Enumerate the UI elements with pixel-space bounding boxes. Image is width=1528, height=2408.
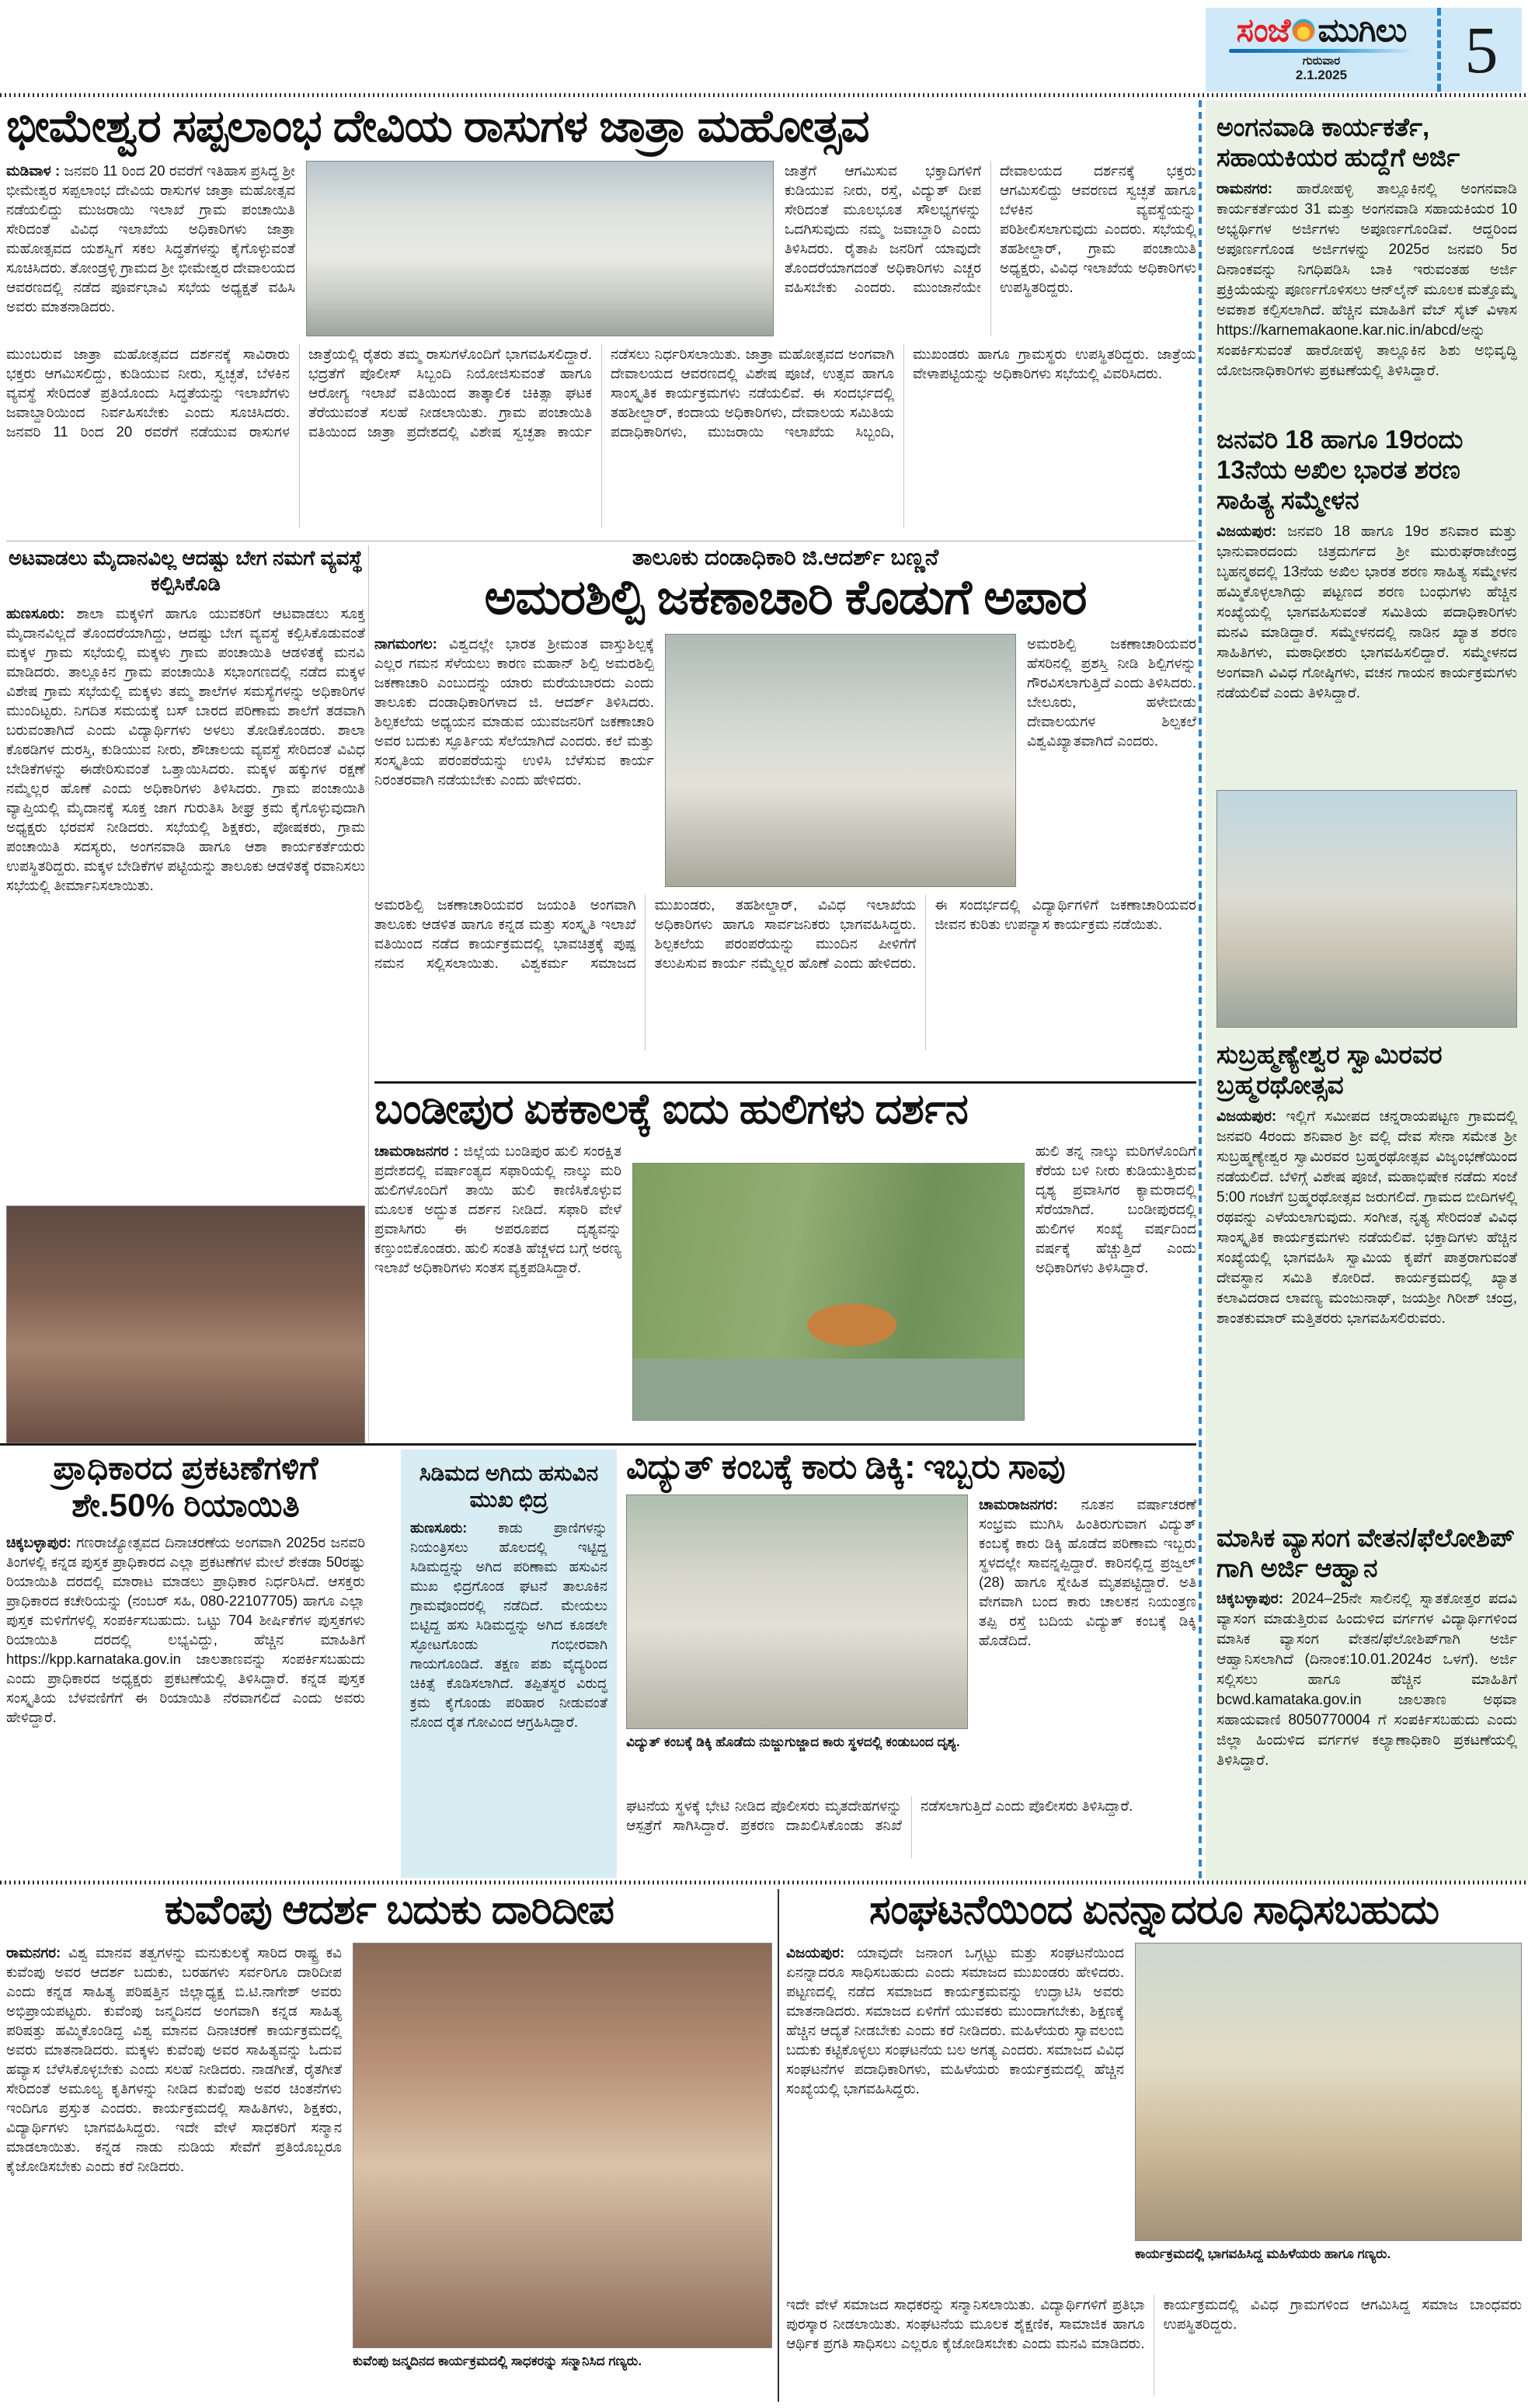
sidebar [1206, 100, 1528, 1881]
article-bandipura-lead: ಜಿಲ್ಲೆಯ ಬಂಡಿಪುರ ಹುಲಿ ಸಂರಕ್ಷಿತ ಪ್ರದೇಶದಲ್ಲಿ ವರ್ಷಾಂತ್ಯದ ಸಫಾರಿಯಲ್ಲಿ ನಾಲ್ಕು ಮರಿ ಹುಲಿಗಳೊಂದಿಗೆ ತಾಯಿ ಹುಲಿ ಕಾಣಿಸಿಕೊಳ್ಳುವ ಮೂಲಕ ಅದ್ಭುತ ದರ್ಶನ ನೀಡಿದೆ. ಸಫಾರಿ ವೇಳೆ ಪ್ರವಾಸಿಗರು ಈ ಅಪರೂಪದ ದೃಶ್ಯವನ್ನು ಕಣ್ತುಂಬಿಕೊಂಡರು. ಹುಲಿ ಸಂತತಿ ಹೆಚ್ಚಳದ ಬಗ್ಗೆ ಅರಣ್ಯ ಇಲಾಖೆ ಅಧಿಕಾರಿಗಳು ಸಂತಸ ವ್ಯಕ್ತಪಡಿಸಿದ್ದಾರೆ. [374, 1142, 621, 1275]
article-jakanachari-col2-text: ಅಮರಶಿಲ್ಪಿ ಜಕಣಾಚಾರಿಯವರ ಹೆಸರಿನಲ್ಲಿ ಪ್ರಶಸ್ತಿ ನೀಡಿ ಶಿಲ್ಪಿಗಳನ್ನು ಗೌರವಿಸಲಾಗುತ್ತಿದೆ ಎಂದು ತಿಳಿಸಿದರು. ಬೇಲೂರು, ಹಳೇಬೀಡು ದೇವಾಲಯಗಳ ಶಿಲ್ಪಕಲೆ ವಿಶ್ವವಿಖ್ಯಾತವಾಗಿದೆ ಎಂದರು. [1027, 635, 1196, 750]
article-pradhikara-text: ಗಣರಾಜ್ಯೋತ್ಸವದ ದಿನಾಚರಣೆಯ ಅಂಗವಾಗಿ 2025ರ ಜನವರಿ ತಿಂಗಳಲ್ಲಿ ಕನ್ನಡ ಪುಸ್ತಕ ಪ್ರಾಧಿಕಾರದ ಎಲ್ಲಾ ಪ್ರಕಟಣೆಗಳ ಮೇಲೆ ಶೇಕಡಾ 50ರಷ್ಟು ರಿಯಾಯಿತಿ ದರದಲ್ಲಿ ಮಾರಾಟ ಮಾಡಲು ಪ್ರಾಧಿಕಾರ ನಿರ್ಧರಿಸಿದೆ. ಆಸಕ್ತರು ಪ್ರಾಧಿಕಾರದ ಕಚೇರಿಯನ್ನು (ನಂಬರ್ ಸಹಿ, 080-22107705) ಹಾಗೂ ಎಲ್ಲಾ ಪುಸ್ತಕ ಮಳಿಗೆಗಳಲ್ಲಿ ಸಂಪರ್ಕಿಸಬಹುದು. ಒಟ್ಟು 704 ಶೀರ್ಷಿಕೆಗಳ ಪುಸ್ತಕಗಳು ರಿಯಾಯಿತಿ ದರದಲ್ಲಿ ಲಭ್ಯವಿದ್ದು, ಹೆಚ್ಚಿನ ಮಾಹಿತಿಗೆ https://kpp.karnataka.gov.in ಜಾಲತಾಣವನ್ನು ಸಂಪರ್ಕಿಸಬಹುದು ಎಂದು ಪ್ರಾಧಿಕಾರದ ಅಧ್ಯಕ್ಷರು ಪ್ರಕಟಣೆಯಲ್ಲಿ ತಿಳಿಸಿದ್ದಾರೆ. ಕನ್ನಡ ಪುಸ್ತಕ ಸಂಸ್ಕೃತಿಯ ಬೆಳವಣಿಗೆಗೆ ಈ ರಿಯಾಯಿತಿ ನೆರವಾಗಲಿದೆ ಎಂದು ಅವರು ಹೇಳಿದ್ದಾರೆ. [6, 1533, 365, 1725]
divider-bottom-band-top [0, 1443, 1196, 1446]
article-jatra-lead-column [6, 161, 295, 336]
article-pradhikara-body [6, 1533, 365, 1859]
article-vidyut [626, 1449, 1196, 1878]
photo-office-group [6, 1206, 365, 1443]
column-rule-left [368, 545, 369, 1442]
sidebar-sharana-dateline: ವಿಜಯಪುರ: [1216, 523, 1277, 540]
sidebar-divider [1199, 100, 1202, 1881]
article-jatra-lead: ಜನವರಿ 11 ರಿಂದ 20 ರವರೆಗೆ ಇತಿಹಾಸ ಪ್ರಸಿದ್ಧ ಶ್ರೀ ಭೀಮೇಶ್ವರ ಸಪ್ಪಲಾಂಭ ದೇವಿಯ ರಾಸುಗಳ ಜಾತ್ರಾ ಮಹೋತ್ಸವ ನಡೆಯಲಿದ್ದು ಮುಜರಾಯಿ ಇಲಾಖೆ ಗ್ರಾಮ ಪಂಚಾಯಿತಿ ಸೇರಿದಂತೆ ವಿವಿಧ ಇಲಾಖೆಯ ಅಧಿಕಾರಿಗಳು ಜಾತ್ರಾ ಮಹೋತ್ಸವದ ಯಶಸ್ವಿಗೆ ಸಕಲ ಸಿದ್ಧತೆಗಳನ್ನು ಕೈಗೊಳ್ಳುವಂತೆ ಸೂಚಿಸಿದರು. ತೋಂಡ್ರಳ್ಳಿ ಗ್ರಾಮದ ಶ್ರೀ ಭೀಮೇಶ್ವರ ದೇವಾಲಯದ ಆವರಣದಲ್ಲಿ ನಡೆದ ಪೂರ್ವಭಾವಿ ಸಭೆಯ ಅಧ್ಯಕ್ಷತೆ ವಹಿಸಿ ಅವರು ಮಾತನಾಡಿದರು. [6, 162, 295, 315]
masthead-title [1237, 14, 1407, 47]
article-sidimada-headline: ಸಿಡಿಮದ ಅಗಿದು ಹಸುವಿನ ಮುಖ ಛಿದ್ರ [419, 1461, 599, 1512]
masthead-title-block [1206, 8, 1437, 92]
article-kuvempu-lead-column [6, 1943, 342, 2405]
article-jakanachari-row [374, 634, 1196, 887]
article-jakanachari-bottom-columns [374, 895, 1196, 1050]
article-sidimada-dateline: ಹುಣಸೂರು: [410, 1520, 468, 1536]
weekday-label: ಗುರುವಾರ [1302, 54, 1341, 68]
article-pradhikara-headline: ಪ್ರಾಧಿಕಾರದ ಪ್ರಕಟಣೆಗಳಿಗೆ ಶೇ.50% ರಿಯಾಯಿತಿ [53, 1449, 318, 1524]
article-vidyut-bottom-text: ಘಟನೆಯ ಸ್ಥಳಕ್ಕೆ ಭೇಟಿ ನೀಡಿದ ಪೊಲೀಸರು ಮೃತದೇಹಗಳನ್ನು ಆಸ್ಪತ್ರೆಗೆ ಸಾಗಿಸಿದ್ದಾರೆ. ಪ್ರಕರಣ ದಾಖಲಿಸಿಕೊಂಡು ತನಿಖೆ ನಡೆಸಲಾಗುತ್ತಿದೆ ಎಂದು ಪೊಲೀಸರು ತಿಳಿಸಿದ್ದಾರೆ. [626, 1797, 1133, 1834]
article-sanghatane-row [786, 1943, 1522, 2288]
article-jatra-dateline: ಮಡಿವಾಳ : [6, 162, 61, 179]
article-jakanachari-lead-column [374, 634, 654, 887]
sidebar-fellowship-dateline: ಚಿಕ್ಕಬಳ್ಳಾಪುರ: [1216, 1591, 1284, 1608]
photo-tiger-safari [632, 1163, 1025, 1421]
article-jakanachari-headline: ಅಮರಶಿಲ್ಪಿ ಜಕಣಾಚಾರಿ ಕೊಡುಗೆ ಅಪಾರ [484, 571, 1087, 625]
article-pradhikara-dateline: ಚಿಕ್ಕಬಳ್ಳಾಪುರ: [6, 1533, 71, 1550]
article-kuvempu-lead: ವಿಶ್ವ ಮಾನವ ತತ್ವಗಳನ್ನು ಮನುಕುಲಕ್ಕೆ ಸಾರಿದ ರಾಷ್ಟ್ರ ಕವಿ ಕುವೆಂಪು ಅವರ ಆದರ್ಶ ಬದುಕು, ಬರಹಗಳು ಸರ್ವರಿಗೂ ದಾರಿದೀಪ ಎಂದು ಕನ್ನಡ ಸಾಹಿತ್ಯ ಪರಿಷತ್ತಿನ ಜಿಲ್ಲಾಧ್ಯಕ್ಷ ಬಿ.ಟಿ.ನಾಗೇಶ್ ಅವರು ಅಭಿಪ್ರಾಯಪಟ್ಟರು. ಕುವೆಂಪು ಜನ್ಮದಿನದ ಅಂಗವಾಗಿ ಕನ್ನಡ ಸಾಹಿತ್ಯ ಪರಿಷತ್ತು ಹಮ್ಮಿಕೊಂಡಿದ್ದ ವಿಶ್ವ ಮಾನವ ದಿನಾಚರಣೆ ಕಾರ್ಯಕ್ರಮದಲ್ಲಿ ಅವರು ಮಾತನಾಡಿದರು. ಮಕ್ಕಳು ಕುವೆಂಪು ಅವರ ಸಾಹಿತ್ಯವನ್ನು ಓದುವ ಹವ್ಯಾಸ ಬೆಳೆಸಿಕೊಳ್ಳಬೇಕು ಎಂದು ಸಲಹೆ ನೀಡಿದರು. ನಾಡಗೀತೆ, ರೈತಗೀತೆ ಸೇರಿದಂತೆ ಅಮೂಲ್ಯ ಕೃತಿಗಳನ್ನು ನೀಡಿದ ಕುವೆಂಪು ಅವರ ಚಿಂತನೆಗಳು ಇಂದಿಗೂ ಪ್ರಸ್ತುತ ಎಂದರು. ಕಾರ್ಯಕ್ರಮದಲ್ಲಿ ಸಾಹಿತಿಗಳು, ಶಿಕ್ಷಕರು, ವಿದ್ಯಾರ್ಥಿಗಳು ಭಾಗವಹಿಸಿದ್ದರು. ಇದೇ ವೇಳೆ ಸಾಧಕರಿಗೆ ಸನ್ಮಾನ ಮಾಡಲಾಯಿತು. ಕನ್ನಡ ನಾಡು ನುಡಿಯ ಸೇವೆಗೆ ಪ್ರತಿಯೊಬ್ಬರೂ ಕೈಜೋಡಿಸಬೇಕು ಎಂದು ಕರೆ ನೀಡಿದರು. [6, 1943, 342, 2174]
article-pradhikara [6, 1449, 365, 1878]
article-sanghatane [786, 1889, 1522, 2405]
article-sanghatane-lead: ಯಾವುದೇ ಜನಾಂಗ ಒಗ್ಗಟ್ಟು ಮತ್ತು ಸಂಘಟನೆಯಿಂದ ಏನನ್ನಾದರೂ ಸಾಧಿಸಬಹುದು ಎಂದು ಸಮಾಜದ ಮುಖಂಡರು ಹೇಳಿದರು. ಪಟ್ಟಣದಲ್ಲಿ ನಡೆದ ಸಮಾಜದ ಕಾರ್ಯಕ್ರಮವನ್ನು ಉದ್ಘಾಟಿಸಿ ಅವರು ಮಾತನಾಡಿದರು. ಸಮಾಜದ ಏಳಿಗೆಗೆ ಯುವಕರು ಮುಂದಾಗಬೇಕು, ಶಿಕ್ಷಣಕ್ಕೆ ಹೆಚ್ಚಿನ ಆದ್ಯತೆ ನೀಡಬೇಕು ಎಂದು ಕರೆ ನೀಡಿದರು. ಮಹಿಳೆಯರು ಸ್ವಾವಲಂಬಿ ಬದುಕು ಕಟ್ಟಿಕೊಳ್ಳಲು ಸಂಘಟನೆಯ ಬಲ ಅಗತ್ಯ ಎಂದರು. ಸಮಾಜದ ವಿವಿಧ ಸಂಘಟನೆಗಳ ಪದಾಧಿಕಾರಿಗಳು, ಮಹಿಳೆಯರು ಕಾರ್ಯಕ್ರಮದಲ್ಲಿ ಹೆಚ್ಚಿನ ಸಂಖ್ಯೆಯಲ್ಲಿ ಭಾಗವಹಿಸಿದ್ದರು. [786, 1943, 1124, 2097]
article-jakanachari-bottom-text: ಅಮರಶಿಲ್ಪಿ ಜಕಣಾಚಾರಿಯವರ ಜಯಂತಿ ಅಂಗವಾಗಿ ತಾಲೂಕು ಆಡಳಿತ ಹಾಗೂ ಕನ್ನಡ ಮತ್ತು ಸಂಸ್ಕೃತಿ ಇಲಾಖೆ ವತಿಯಿಂದ ನಡೆದ ಕಾರ್ಯಕ್ರಮದಲ್ಲಿ ಭಾವಚಿತ್ರಕ್ಕೆ ಪುಷ್ಪ ನಮನ ಸಲ್ಲಿಸಲಾಯಿತು. ವಿಶ್ವಕರ್ಮ ಸಮಾಜದ ಮುಖಂಡರು, ತಹಶೀಲ್ದಾರ್, ವಿವಿಧ ಇಲಾಖೆಯ ಅಧಿಕಾರಿಗಳು ಹಾಗೂ ಸಾರ್ವಜನಿಕರು ಭಾಗವಹಿಸಿದ್ದರು. ಶಿಲ್ಪಕಲೆಯ ಪರಂಪರೆಯನ್ನು ಮುಂದಿನ ಪೀಳಿಗೆಗೆ ತಲುಪಿಸುವ ಕಾರ್ಯ ನಮ್ಮೆಲ್ಲರ ಹೊಣೆ ಎಂದು ಹೇಳಿದರು. ಈ ಸಂದರ್ಭದಲ್ಲಿ ವಿದ್ಯಾರ್ಥಿಗಳಿಗೆ ಜಕಣಾಚಾರಿಯವರ ಜೀವನ ಕುರಿತು ಉಪನ್ಯಾಸ ಕಾರ್ಯಕ್ರಮ ನಡೆಯಿತು. [374, 896, 1196, 972]
article-jakanachari-dateline: ನಾಗಮಂಗಲ: [374, 635, 437, 652]
masthead-word-sanje: ಸಂಜೆ [1236, 12, 1290, 48]
sidebar-anganwadi-dateline: ರಾಮನಗರ: [1216, 180, 1273, 197]
article-vidyut-dateline: ಚಾಮರಾಜನಗರ: [979, 1496, 1058, 1513]
sidebar-subrahmanya-dateline: ವಿಜಯಪುರ: [1216, 1108, 1277, 1125]
article-sanghatane-bottom-text: ಇದೇ ವೇಳೆ ಸಮಾಜದ ಸಾಧಕರನ್ನು ಸನ್ಮಾನಿಸಲಾಯಿತು. ವಿದ್ಯಾರ್ಥಿಗಳಿಗೆ ಪ್ರತಿಭಾ ಪುರಸ್ಕಾರ ನೀಡಲಾಯಿತು. ಸಂಘಟನೆಯ ಮೂಲಕ ಶೈಕ್ಷಣಿಕ, ಸಾಮಾಜಿಕ ಹಾಗೂ ಆರ್ಥಿಕ ಪ್ರಗತಿ ಸಾಧಿಸಲು ಎಲ್ಲರೂ ಕೈಜೋಡಿಸಬೇಕು ಎಂದು ಮನವಿ ಮಾಡಿದರು. ಕಾರ್ಯಕ್ರಮದಲ್ಲಿ ವಿವಿಧ ಗ್ರಾಮಗಳಿಂದ ಆಗಮಿಸಿದ್ದ ಸಮಾಜ ಬಾಂಧವರು ಉಪಸ್ಥಿತರಿದ್ದರು. [786, 2295, 1522, 2351]
masthead-underline [1229, 49, 1414, 53]
article-sidimada [401, 1449, 617, 1878]
masthead [1206, 8, 1522, 92]
bottom-column-divider [778, 1889, 779, 2402]
article-vidyut-lead-column [979, 1495, 1196, 1790]
article-bandipura-figure [632, 1141, 1025, 1432]
article-bandipura-col2-text: ಹುಲಿ ತನ್ನ ನಾಲ್ಕು ಮರಿಗಳೊಂದಿಗೆ ಕೆರೆಯ ಬಳಿ ನೀರು ಕುಡಿಯುತ್ತಿರುವ ದೃಶ್ಯ ಪ್ರವಾಸಿಗರ ಕ್ಯಾಮರಾದಲ್ಲಿ ಸೆರೆಯಾಗಿದೆ. ಬಂಡೀಪುರದಲ್ಲಿ ಹುಲಿಗಳ ಸಂಖ್ಯೆ ವರ್ಷದಿಂದ ವರ್ಷಕ್ಕೆ ಹೆಚ್ಚುತ್ತಿದೆ ಎಂದು ಅಧಿಕಾರಿಗಳು ತಿಳಿಸಿದ್ದಾರೆ. [1035, 1142, 1196, 1275]
sidebar-sharana-headline: ಜನವರಿ 18 ಹಾಗೂ 19ರಂದು 13ನೆಯ ಅಖಿಲ ಭಾರತ ಶರಣ ಸಾಹಿತ್ಯ ಸಮ್ಮೇಳನ [1216, 424, 1464, 514]
article-jakanachari-lead: ವಿಶ್ವದಲ್ಲೇ ಭಾರತ ಶ್ರೀಮಂತ ವಾಸ್ತುಶಿಲ್ಪಕ್ಕೆ ಎಲ್ಲರ ಗಮನ ಸೆಳೆಯಲು ಕಾರಣ ಮಹಾನ್ ಶಿಲ್ಪಿ ಅಮರಶಿಲ್ಪಿ ಜಕಣಾಚಾರಿ ಎಂಬುದನ್ನು ಯಾರು ಮರೆಯಬಾರದು ಎಂದು ತಾಲೂಕು ದಂಡಾಧಿಕಾರಿಗಳಾದ ಜಿ. ಆದರ್ಶ್ ತಿಳಿಸಿದರು. ಶಿಲ್ಪಕಲೆಯ ಅಧ್ಯಯನ ಮಾಡುವ ಯುವಜನರಿಗೆ ಜಕಣಾಚಾರಿ ಅವರ ಬದುಕು ಸ್ಫೂರ್ತಿಯ ಸೆಲೆಯಾಗಿದೆ ಎಂದರು. ಕಲೆ ಮತ್ತು ಸಂಸ್ಕೃತಿಯ ಪರಂಪರೆಯನ್ನು ಉಳಿಸಿ ಬೆಳೆಸುವ ಕಾರ್ಯ ನಿರಂತರವಾಗಿ ನಡೆಯಬೇಕು ಎಂದು ಹೇಳಿದರು. [374, 635, 654, 788]
article-vidyut-bottom-columns [626, 1796, 1196, 1858]
article-jakanachari-kicker: ತಾಲೂಕು ದಂಡಾಧಿಕಾರಿ ಜಿ.ಆದರ್ಶ್ ಬಣ್ಣನೆ [632, 545, 939, 570]
sidebar-anganwadi-body [1216, 179, 1517, 412]
sidebar-article-subrahmanya [1216, 1040, 1517, 1511]
header-divider [0, 93, 1528, 97]
article-bandipura-row [374, 1141, 1196, 1432]
page-number: 5 [1437, 8, 1522, 92]
article-jatra [6, 103, 1196, 538]
sidebar-sharana-body [1216, 522, 1517, 782]
sidebar-subrahmanya-headline: ಸುಬ್ರಹ್ಮಣ್ಯೇಶ್ವರ ಸ್ವಾಮಿರವರ ಬ್ರಹ್ಮರಥೋತ್ಸವ [1216, 1039, 1443, 1099]
sidebar-subrahmanya-text: ಇಲ್ಲಿಗೆ ಸಮೀಪದ ಚನ್ನರಾಯಪಟ್ಟಣ ಗ್ರಾಮದಲ್ಲಿ ಜನವರಿ 4ರಂದು ಶನಿವಾರ ಶ್ರೀ ವಲ್ಲಿ ದೇವ ಸೇನಾ ಸಮೇತ ಶ್ರೀ ಸುಬ್ರಹ್ಮಣ್ಯೇಶ್ವರ ಸ್ವಾಮಿರವರ ಬ್ರಹ್ಮರಥೋತ್ಸವ ವಿಜೃಂಭಣೆಯಿಂದ ನಡೆಯಲಿದೆ. ಬೆಳಿಗ್ಗೆ ವಿಶೇಷ ಪೂಜೆ, ಮಹಾಭಿಷೇಕ ನಡೆದು ಸಂಜೆ 5:00 ಗಂಟೆಗೆ ಬ್ರಹ್ಮರಥೋತ್ಸವ ಜರುಗಲಿದೆ. ಗ್ರಾಮದ ಬೀದಿಗಳಲ್ಲಿ ರಥವನ್ನು ಎಳೆಯಲಾಗುವುದು. ಸಂಗೀತ, ನೃತ್ಯ ಸೇರಿದಂತೆ ವಿವಿಧ ಸಾಂಸ್ಕೃತಿಕ ಕಾರ್ಯಕ್ರಮಗಳು ನಡೆಯಲಿವೆ. ಭಕ್ತಾದಿಗಳು ಹೆಚ್ಚಿನ ಸಂಖ್ಯೆಯಲ್ಲಿ ಭಾಗವಹಿಸಿ ಸ್ವಾಮಿಯ ಕೃಪೆಗೆ ಪಾತ್ರರಾಗುವಂತೆ ದೇವಸ್ಥಾನ ಸಮಿತಿ ಕೋರಿದೆ. ಕಾರ್ಯಕ್ರಮದಲ್ಲಿ ಖ್ಯಾತ ಕಲಾವಿದರಾದ ಲಾವಣ್ಯ ಮಂಜುನಾಥ್, ಜಯಶ್ರೀ ಗಿರೀಶ್ ಚಂದ್ರ, ಶಾಂತಕುಮಾರ್ ಮತ್ತಿತರರು ಭಾಗವಹಿಸಲಿರುವರು. [1216, 1108, 1517, 1327]
article-kuvempu-row [6, 1943, 772, 2405]
article-vidyut-headline: ವಿದ್ಯುತ್ ಕಂಬಕ್ಕೆ ಕಾರು ಡಿಕ್ಕಿ: ಇಬ್ಬರು ಸಾವು [626, 1449, 1065, 1486]
sidebar-article-fellowship [1216, 1523, 1517, 1846]
sidebar-fellowship-body [1216, 1589, 1517, 1846]
article-jatra-top-row [6, 161, 1196, 336]
article-jatra-bottom-columns [6, 344, 1196, 527]
article-sanghatane-lead-column [786, 1943, 1124, 2288]
article-jatra-bottom-text: ಮುಂಬರುವ ಜಾತ್ರಾ ಮಹೋತ್ಸವದ ದರ್ಶನಕ್ಕೆ ಸಾವಿರಾರು ಭಕ್ತರು ಆಗಮಿಸಲಿದ್ದು, ಕುಡಿಯುವ ನೀರು, ಸ್ವಚ್ಛತೆ, ಬೆಳಕಿನ ವ್ಯವಸ್ಥೆ ಸೇರಿದಂತೆ ಪ್ರತಿಯೊಂದು ಸಿದ್ಧತೆಯನ್ನು ಇಲಾಖೆಗಳು ಜವಾಬ್ದಾರಿಯಿಂದ ನಿರ್ವಹಿಸಬೇಕು ಎಂದು ಸೂಚಿಸಿದರು. ಜನವರಿ 11 ರಿಂದ 20 ರವರೆಗೆ ನಡೆಯುವ ರಾಸುಗಳ ಜಾತ್ರೆಯಲ್ಲಿ ರೈತರು ತಮ್ಮ ರಾಸುಗಳೊಂದಿಗೆ ಭಾಗವಹಿಸಲಿದ್ದಾರೆ. ಭದ್ರತೆಗೆ ಪೊಲೀಸ್ ಸಿಬ್ಬಂದಿ ನಿಯೋಜಿಸುವಂತೆ ಹಾಗೂ ಆರೋಗ್ಯ ಇಲಾಖೆ ವತಿಯಿಂದ ತಾತ್ಕಾಲಿಕ ಚಿಕಿತ್ಸಾ ಘಟಕ ತೆರೆಯುವಂತೆ ಸಲಹೆ ನೀಡಲಾಯಿತು. ಗ್ರಾಮ ಪಂಚಾಯಿತಿ ವತಿಯಿಂದ ಜಾತ್ರಾ ಪ್ರದೇಶದಲ್ಲಿ ವಿಶೇಷ ಸ್ವಚ್ಛತಾ ಕಾರ್ಯ ನಡೆಸಲು ನಿರ್ಧರಿಸಲಾಯಿತು. ಜಾತ್ರಾ ಮಹೋತ್ಸವದ ಅಂಗವಾಗಿ ದೇವಾಲಯದ ಆವರಣದಲ್ಲಿ ವಿಶೇಷ ಪೂಜೆ, ಉತ್ಸವ ಹಾಗೂ ಸಾಂಸ್ಕೃತಿಕ ಕಾರ್ಯಕ್ರಮಗಳು ನಡೆಯಲಿವೆ. ಈ ಸಂದರ್ಭದಲ್ಲಿ ತಹಶೀಲ್ದಾರ್, ಕಂದಾಯ ಅಧಿಕಾರಿಗಳು, ದೇವಾಲಯ ಸಮಿತಿಯ ಪದಾಧಿಕಾರಿಗಳು, ಮುಜರಾಯಿ ಇಲಾಖೆಯ ಸಿಬ್ಬಂದಿ, ಮುಖಂಡರು ಹಾಗೂ ಗ್ರಾಮಸ್ಥರು ಉಪಸ್ಥಿತರಿದ್ದರು. ಜಾತ್ರೆಯ ವೇಳಾಪಟ್ಟಿಯನ್ನು ಅಧಿಕಾರಿಗಳು ಸಭೆಯಲ್ಲಿ ವಿವರಿಸಿದರು. [6, 345, 1196, 440]
article-playground [6, 545, 365, 1202]
masthead-word-mugilu: ಮುಗಿಲು [1317, 12, 1407, 48]
article-playground-body [6, 604, 365, 1178]
article-bandipura-dateline: ಚಾಮರಾಜನಗರ : [374, 1142, 459, 1159]
sidebar-article-anganwadi [1216, 113, 1517, 412]
photo-jatra-group [306, 161, 774, 336]
article-sanghatane-figure [1135, 1943, 1522, 2288]
article-jakanachari-right-column [1027, 634, 1196, 887]
sidebar-anganwadi-text: ಹಾರೋಹಳ್ಳಿ ತಾಲ್ಲೂಕಿನಲ್ಲಿ ಅಂಗನವಾಡಿ ಕಾರ್ಯಕರ್ತೆಯರ 31 ಮತ್ತು ಅಂಗನವಾಡಿ ಸಹಾಯಕಿಯರ 10 ಅಭ್ಯರ್ಥಿಗಳ ಅರ್ಜಿಗಳು ಅಪೂರ್ಣಗೊಂಡಿವೆ. ಆದ್ದರಿಂದ ಅಪೂರ್ಣಗೊಂಡ ಅರ್ಜಿಗಳನ್ನು 2025ರ ಜನವರಿ 5ರ ದಿನಾಂಕವನ್ನು ನಿಗಧಿಪಡಿಸಿ ಬಾಕಿ ಇರುವಂತಹ ಅರ್ಜಿ ಪ್ರಕ್ರಿಯೆಯನ್ನು ಪೂರ್ಣಗೊಳಿಸಲು ಆನ್‌ಲೈನ್ ಮೂಲಕ ಮತ್ತೊಮ್ಮೆ ಅವಕಾಶ ಕಲ್ಪಿಸಲಾಗಿದೆ. ಹೆಚ್ಚಿನ ಮಾಹಿತಿಗೆ ವೆಬ್ ಸೈಟ್ ವಿಳಾಸ https://karnemakaone.kar.nic.in/abcd/ಅನ್ನು ಸಂಪರ್ಕಿಸುವಂತೆ ಹಾರೋಹಳ್ಳಿ ತಾಲ್ಲೂಕಿನ ಶಿಶು ಅಭಿವೃದ್ಧಿ ಯೋಜನಾಧಿಕಾರಿಗಳು ಪ್ರಕಟಣೆಯಲ್ಲಿ ತಿಳಿಸಿದ್ದಾರೆ. [1216, 180, 1517, 379]
article-sidimada-body [410, 1519, 607, 1860]
photo-jakanachari-event [665, 634, 1016, 887]
article-sanghatane-headline: ಸಂಘಟನೆಯಿಂದ ಏನನ್ನಾದರೂ ಸಾಧಿಸಬಹುದು [868, 1889, 1439, 1933]
bottom-section-divider [0, 1881, 1528, 1884]
article-vidyut-lead: ನೂತನ ವರ್ಷಾಚರಣೆ ಸಂಭ್ರಮ ಮುಗಿಸಿ ಹಿಂತಿರುಗುವಾಗ ವಿದ್ಯುತ್ ಕಂಬಕ್ಕೆ ಕಾರು ಡಿಕ್ಕಿ ಹೊಡೆದ ಪರಿಣಾಮ ಇಬ್ಬರು ಸ್ಥಳದಲ್ಲೇ ಸಾವನ್ನಪ್ಪಿದ್ದಾರೆ. ಕಾರಿನಲ್ಲಿದ್ದ ಪ್ರಜ್ವಲ್ (28) ಹಾಗೂ ಸ್ನೇಹಿತ ಮೃತಪಟ್ಟಿದ್ದಾರೆ. ಅತಿ ವೇಗವಾಗಿ ಬಂದ ಕಾರು ಚಾಲಕನ ನಿಯಂತ್ರಣ ತಪ್ಪಿ ರಸ್ತೆ ಬದಿಯ ವಿದ್ಯುತ್ ಕಂಬಕ್ಕೆ ಡಿಕ್ಕಿ ಹೊಡೆದಿದೆ. [979, 1496, 1196, 1649]
article-vidyut-row [626, 1495, 1196, 1790]
article-sanghatane-bottom-columns [786, 2295, 1522, 2396]
sidebar-anganwadi-headline: ಅಂಗನವಾಡಿ ಕಾರ್ಯಕರ್ತೆ, ಸಹಾಯಕಿಯರ ಹುದ್ದೆಗೆ ಅರ್ಜಿ [1216, 113, 1460, 172]
divider-bandipura-top [374, 1081, 1196, 1084]
article-playground-dateline: ಹುಣಸೂರು: [6, 605, 65, 621]
article-bandipura [374, 1087, 1196, 1440]
article-jatra-headline: ಭೀಮೇಶ್ವರ ಸಪ್ಪಲಾಂಭ ದೇವಿಯ ರಾಸುಗಳ ಜಾತ್ರಾ ಮಹೋತ್ಸವ [6, 103, 869, 151]
photo-sanghatane-gathering [1135, 1943, 1522, 2241]
article-jatra-right-columns [785, 161, 1196, 336]
article-bandipura-headline: ಬಂಡೀಪುರ ಏಕಕಾಲಕ್ಕೆ ಐದು ಹುಲಿಗಳು ದರ್ಶನ [374, 1087, 968, 1133]
article-sidimada-text: ಕಾಡು ಪ್ರಾಣಿಗಳನ್ನು ನಿಯಂತ್ರಿಸಲು ಹೊಲದಲ್ಲಿ ಇಟ್ಟಿದ್ದ ಸಿಡಿಮದ್ದನ್ನು ಅಗಿದ ಪರಿಣಾಮ ಹಸುವಿನ ಮುಖ ಛಿದ್ರಗೊಂಡ ಘಟನೆ ತಾಲೂಕಿನ ಗ್ರಾಮವೊಂದರಲ್ಲಿ ನಡೆದಿದೆ. ಮೇಯಲು ಬಿಟ್ಟಿದ್ದ ಹಸು ಸಿಡಿಮದ್ದನ್ನು ಅಗಿದ ಕೂಡಲೇ ಸ್ಫೋಟಗೊಂಡು ಗಂಭೀರವಾಗಿ ಗಾಯಗೊಂಡಿದೆ. ತಕ್ಷಣ ಪಶು ವೈದ್ಯರಿಂದ ಚಿಕಿತ್ಸೆ ಕೊಡಿಸಲಾಗಿದೆ. ತಪ್ಪಿತಸ್ಥರ ವಿರುದ್ಧ ಕ್ರಮ ಕೈಗೊಂಡು ಪರಿಹಾರ ನೀಡುವಂತೆ ನೊಂದ ರೈತ ಗೋವಿಂದ ಆಗ್ರಹಿಸಿದ್ದಾರೆ. [410, 1520, 607, 1731]
photo-sharana-procession [1216, 790, 1517, 1028]
sidebar-fellowship-headline: ಮಾಸಿಕ ವ್ಯಾಸಂಗ ವೇತನ/ಫೆಲೋಶಿಪ್ ಗಾಗಿ ಅರ್ಜಿ ಆಹ್ವಾನ [1216, 1522, 1515, 1582]
article-bandipura-lead-column [374, 1141, 621, 1432]
article-jakanachari [374, 545, 1196, 1078]
article-playground-headline: ಅಟವಾಡಲು ಮೈದಾನವಿಲ್ಲ ಆದಷ್ಟು ಬೇಗ ನಮಗೆ ವ್ಯವಸ್ಥೆ ಕಲ್ಪಿಸಿಕೊಡಿ [9, 546, 363, 595]
sun-palm-icon [1292, 19, 1315, 42]
photo-kuvempu-felicitation [353, 1943, 772, 2348]
article-playground-text: ಶಾಲಾ ಮಕ್ಕಳಿಗೆ ಹಾಗೂ ಯುವಕರಿಗೆ ಆಟವಾಡಲು ಸೂಕ್ತ ಮೈದಾನವಿಲ್ಲದೆ ತೊಂದರೆಯಾಗಿದ್ದು, ಆದಷ್ಟು ಬೇಗ ವ್ಯವಸ್ಥೆ ಕಲ್ಪಿಸಿಕೊಡುವಂತೆ ಮಕ್ಕಳ ಗ್ರಾಮ ಸಭೆಯಲ್ಲಿ ಮಕ್ಕಳು ಗ್ರಾಮ ಪಂಚಾಯಿತಿ ಆಡಳಿತಕ್ಕೆ ಮನವಿ ಮಾಡಿದರು. ತಾಲ್ಲೂಕಿನ ಗ್ರಾಮ ಪಂಚಾಯಿತಿ ಸಭಾಂಗಣದಲ್ಲಿ ನಡೆದ ಮಕ್ಕಳ ವಿಶೇಷ ಗ್ರಾಮ ಸಭೆಯಲ್ಲಿ ಮಕ್ಕಳು ತಮ್ಮ ಶಾಲೆಗಳ ಸಮಸ್ಯೆಗಳನ್ನು ಅಧಿಕಾರಿಗಳ ಮುಂದಿಟ್ಟರು. ನಿಗದಿತ ಸಮಯಕ್ಕೆ ಬಸ್ ಬಾರದ ಪರಿಣಾಮ ಶಾಲೆಗೆ ತಡವಾಗಿ ಬರುವಂತಾಗಿದೆ ಎಂದು ವಿದ್ಯಾರ್ಥಿಗಳು ಅಳಲು ತೋಡಿಕೊಂಡರು. ಶಾಲಾ ಕೊಠಡಿಗಳ ದುರಸ್ತಿ, ಕುಡಿಯುವ ನೀರು, ಶೌಚಾಲಯ ವ್ಯವಸ್ಥೆ ಸೇರಿದಂತೆ ವಿವಿಧ ಬೇಡಿಕೆಗಳನ್ನು ಈಡೇರಿಸುವಂತೆ ಒತ್ತಾಯಿಸಿದರು. ಮಕ್ಕಳ ಹಕ್ಕುಗಳ ರಕ್ಷಣೆ ನಮ್ಮೆಲ್ಲರ ಹೊಣೆ ಎಂದು ಅಧಿಕಾರಿಗಳು ತಿಳಿಸಿದರು. ಗ್ರಾಮ ಪಂಚಾಯಿತಿ ವ್ಯಾಪ್ತಿಯಲ್ಲಿ ಮೈದಾನಕ್ಕೆ ಸೂಕ್ತ ಜಾಗ ಗುರುತಿಸಿ ಶೀಘ್ರ ಕ್ರಮ ಕೈಗೊಳ್ಳುವುದಾಗಿ ಅಧ್ಯಕ್ಷರು ಭರವಸೆ ನೀಡಿದರು. ಸಭೆಯಲ್ಲಿ ಶಿಕ್ಷಕರು, ಪೋಷಕರು, ಗ್ರಾಮ ಪಂಚಾಯಿತಿ ಸದಸ್ಯರು, ಅಂಗನವಾಡಿ ಹಾಗೂ ಆಶಾ ಕಾರ್ಯಕರ್ತೆಯರು ಉಪಸ್ಥಿತರಿದ್ದರು. ಮಕ್ಕಳ ಬೇಡಿಕೆಗಳ ಪಟ್ಟಿಯನ್ನು ತಾಲೂಕು ಆಡಳಿತಕ್ಕೆ ರವಾನಿಸಲು ಸಭೆಯಲ್ಲಿ ತೀರ್ಮಾನಿಸಲಾಯಿತು. [6, 605, 365, 893]
article-kuvempu-caption: ಕುವೆಂಪು ಜನ್ಮದಿನದ ಕಾರ್ಯಕ್ರಮದಲ್ಲಿ ಸಾಧಕರನ್ನು ಸನ್ಮಾನಿಸಿದ ಗಣ್ಯರು. [353, 2353, 642, 2368]
article-kuvempu-dateline: ರಾಮನಗರ: [6, 1943, 61, 1961]
article-kuvempu [6, 1889, 772, 2405]
sidebar-fellowship-text: 2024–25ನೇ ಸಾಲಿನಲ್ಲಿ ಸ್ನಾತಕೋತ್ತರ ಪದವಿ ವ್ಯಾಸಂಗ ಮಾಡುತ್ತಿರುವ ಹಿಂದುಳಿದ ವರ್ಗಗಳ ವಿದ್ಯಾರ್ಥಿಗಳಿಂದ ಮಾಸಿಕ ವ್ಯಾಸಂಗ ವೇತನ/ಫೆಲೋಶಿಪ್‌ಗಾಗಿ ಅರ್ಜಿ ಆಹ್ವಾನಿಸಲಾಗಿದೆ (ದಿನಾಂಕ:10.01.2024ರ ಒಳಗೆ). ಅರ್ಜಿ ಸಲ್ಲಿಸಲು ಹಾಗೂ ಹೆಚ್ಚಿನ ಮಾಹಿತಿಗೆ bcwd.kamataka.gov.in ಜಾಲತಾಣ ಅಥವಾ ಸಹಾಯವಾಣಿ 8050770004 ಗೆ ಸಂಪರ್ಕಿಸಬಹುದು ಎಂದು ಜಿಲ್ಲಾ ಹಿಂದುಳಿದ ವರ್ಗಗಳ ಕಲ್ಯಾಣಾಧಿಕಾರಿ ಪ್ರಕಟಣೆಯಲ್ಲಿ ತಿಳಿಸಿದ್ದಾರೆ. [1216, 1591, 1517, 1769]
sidebar-subrahmanya-body [1216, 1107, 1517, 1511]
photo-car-crash [626, 1495, 968, 1729]
article-vidyut-figure [626, 1495, 968, 1790]
date-label: 2.1.2025 [1295, 68, 1348, 82]
article-sanghatane-dateline: ವಿಜಯಪುರ: [786, 1943, 845, 1961]
article-jatra-col2-text: ಜಾತ್ರೆಗೆ ಆಗಮಿಸುವ ಭಕ್ತಾದಿಗಳಿಗೆ ಕುಡಿಯುವ ನೀರು, ರಸ್ತೆ, ವಿದ್ಯುತ್ ದೀಪ ಸೇರಿದಂತೆ ಮೂಲಭೂತ ಸೌಲಭ್ಯಗಳನ್ನು ಒದಗಿಸುವುದು ನಮ್ಮ ಜವಾಬ್ದಾರಿ ಎಂದು ತಿಳಿಸಿದರು. ರೈತಾಪಿ ಜನರಿಗೆ ಯಾವುದೇ ತೊಂದರೆಯಾಗದಂತೆ ಅಧಿಕಾರಿಗಳು ಎಚ್ಚರ ವಹಿಸಬೇಕು ಎಂದರು. ಮುಂಜಾನೆಯೇ ದೇವಾಲಯದ ದರ್ಶನಕ್ಕೆ ಭಕ್ತರು ಆಗಮಿಸಲಿದ್ದು ಆವರಣದ ಸ್ವಚ್ಛತೆ ಹಾಗೂ ಬೆಳಕಿನ ವ್ಯವಸ್ಥೆಯನ್ನು ಪರಿಶೀಲಿಸಲಾಗುವುದು ಎಂದರು. ಸಭೆಯಲ್ಲಿ ತಹಶೀಲ್ದಾರ್, ಗ್ರಾಮ ಪಂಚಾಯಿತಿ ಅಧ್ಯಕ್ಷರು, ವಿವಿಧ ಇಲಾಖೆಯ ಅಧಿಕಾರಿಗಳು ಉಪಸ್ಥಿತರಿದ್ದರು. [785, 162, 1196, 295]
sidebar-article-sharana [1216, 425, 1517, 1028]
article-bandipura-right-column [1035, 1141, 1196, 1432]
article-vidyut-caption: ವಿದ್ಯುತ್ ಕಂಬಕ್ಕೆ ಡಿಕ್ಕಿ ಹೊಡೆದು ನುಜ್ಜುಗುಜ್ಜಾದ ಕಾರು ಸ್ಥಳದಲ್ಲಿ ಕಂಡುಬಂದ ದೃಶ್ಯ. [626, 1735, 960, 1750]
sidebar-sharana-text: ಜನವರಿ 18 ಹಾಗೂ 19ರ ಶನಿವಾರ ಮತ್ತು ಭಾನುವಾರದಂದು ಚಿತ್ರದುರ್ಗದ ಶ್ರೀ ಮುರುಘರಾಜೇಂದ್ರ ಬೃಹನ್ಮಠದಲ್ಲಿ 13ನೆಯ ಅಖಿಲ ಭಾರತ ಶರಣ ಸಾಹಿತ್ಯ ಸಮ್ಮೇಳನ ಹಮ್ಮಿಕೊಳ್ಳಲಾಗಿದ್ದು ಪಟ್ಟಣದ ಶರಣ ಬಂಧುಗಳು ಹೆಚ್ಚಿನ ಸಂಖ್ಯೆಯಲ್ಲಿ ಭಾಗವಹಿಸುವಂತೆ ಸಮಿತಿಯ ಪದಾಧಿಕಾರಿಗಳು ಮನವಿ ಮಾಡಿದ್ದಾರೆ. ಸಮ್ಮೇಳನದಲ್ಲಿ ನಾಡಿನ ಖ್ಯಾತ ಶರಣ ಸಾಹಿತಿಗಳು, ಮಠಾಧೀಶರು ಭಾಗವಹಿಸಲಿದ್ದಾರೆ. ಸಮ್ಮೇಳನದ ಅಂಗವಾಗಿ ವಿವಿಧ ಗೋಷ್ಠಿಗಳು, ವಚನ ಗಾಯನ ಕಾರ್ಯಕ್ರಮಗಳು ನಡೆಯಲಿವೆ ಎಂದು ತಿಳಿಸಿದ್ದಾರೆ. [1216, 523, 1517, 701]
article-kuvempu-figure [353, 1943, 772, 2405]
article-kuvempu-headline: ಕುವೆಂಪು ಆದರ್ಶ ಬದುಕು ದಾರಿದೀಪ [164, 1889, 614, 1933]
article-sanghatane-caption: ಕಾರ್ಯಕ್ರಮದಲ್ಲಿ ಭಾಗವಹಿಸಿದ್ದ ಮಹಿಳೆಯರು ಹಾಗೂ ಗಣ್ಯರು. [1135, 2246, 1391, 2261]
